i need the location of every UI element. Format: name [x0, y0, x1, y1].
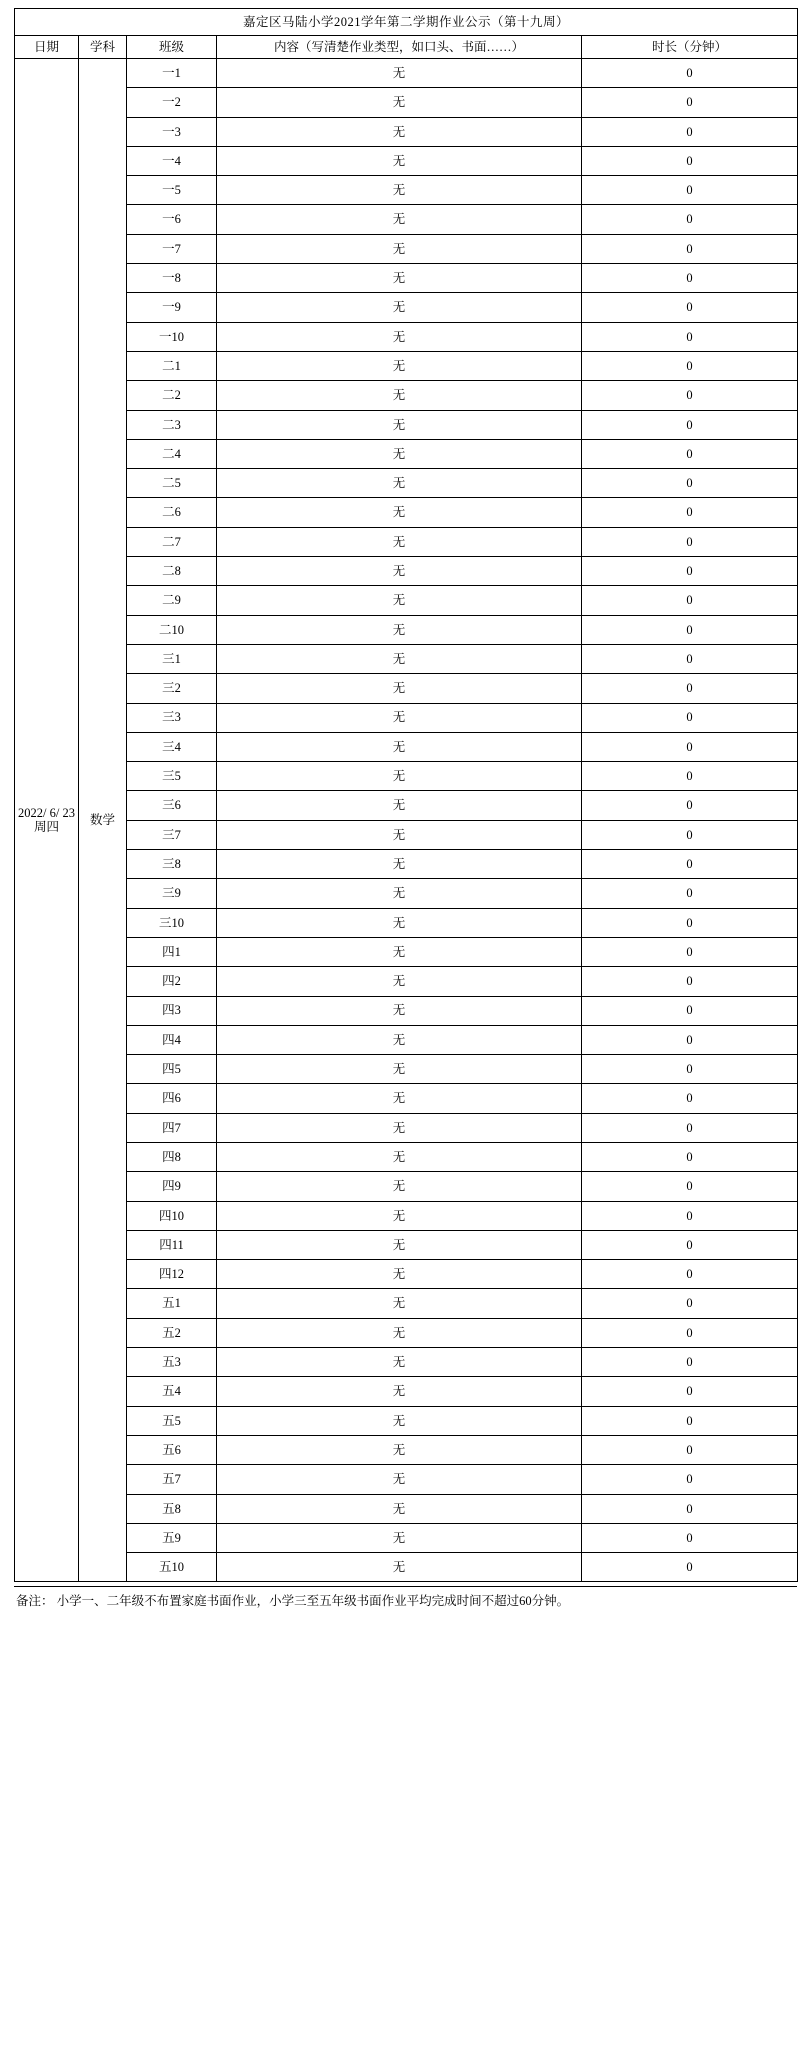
class-cell: 一8 [127, 264, 217, 293]
content-cell: 无 [217, 351, 582, 380]
title-row [15, 9, 798, 36]
table-row [15, 820, 798, 849]
content-cell: 无 [217, 176, 582, 205]
class-cell: 四9 [127, 1172, 217, 1201]
class-cell: 二2 [127, 381, 217, 410]
content-cell: 无 [217, 762, 582, 791]
content-cell: 无 [217, 967, 582, 996]
duration-cell: 0 [582, 498, 798, 527]
duration-cell: 0 [582, 1142, 798, 1171]
class-cell: 四7 [127, 1113, 217, 1142]
table-row [15, 176, 798, 205]
class-cell: 二10 [127, 615, 217, 644]
content-cell: 无 [217, 820, 582, 849]
class-cell: 三3 [127, 703, 217, 732]
class-cell: 四2 [127, 967, 217, 996]
content-cell: 无 [217, 439, 582, 468]
duration-cell: 0 [582, 791, 798, 820]
content-cell: 无 [217, 469, 582, 498]
page-title: 嘉定区马陆小学2021学年第二学期作业公示（第十九周） [15, 9, 798, 36]
class-cell: 三1 [127, 644, 217, 673]
content-cell: 无 [217, 264, 582, 293]
content-cell: 无 [217, 586, 582, 615]
class-cell: 四12 [127, 1260, 217, 1289]
duration-cell: 0 [582, 293, 798, 322]
table-row [15, 1025, 798, 1054]
duration-cell: 0 [582, 381, 798, 410]
content-cell: 无 [217, 146, 582, 175]
content-cell: 无 [217, 908, 582, 937]
class-cell: 五3 [127, 1348, 217, 1377]
duration-cell: 0 [582, 674, 798, 703]
footer-note: 备注： 小学一、二年级不布置家庭书面作业，小学三至五年级书面作业平均完成时间不超过60分钟。 [14, 1586, 797, 1609]
class-cell: 二6 [127, 498, 217, 527]
content-cell: 无 [217, 996, 582, 1025]
duration-cell: 0 [582, 469, 798, 498]
duration-cell: 0 [582, 264, 798, 293]
content-cell: 无 [217, 1113, 582, 1142]
table-row [15, 850, 798, 879]
content-cell: 无 [217, 293, 582, 322]
table-row [15, 322, 798, 351]
table-row [15, 1113, 798, 1142]
duration-cell: 0 [582, 850, 798, 879]
duration-cell: 0 [582, 1348, 798, 1377]
table-row [15, 469, 798, 498]
duration-cell: 0 [582, 1172, 798, 1201]
duration-cell: 0 [582, 644, 798, 673]
class-cell: 一5 [127, 176, 217, 205]
class-cell: 五2 [127, 1318, 217, 1347]
duration-cell: 0 [582, 820, 798, 849]
content-cell: 无 [217, 1289, 582, 1318]
content-cell: 无 [217, 527, 582, 556]
duration-cell: 0 [582, 439, 798, 468]
content-cell: 无 [217, 732, 582, 761]
table-row [15, 1406, 798, 1435]
table-row [15, 1494, 798, 1523]
content-cell: 无 [217, 879, 582, 908]
class-cell: 三9 [127, 879, 217, 908]
table-row [15, 1348, 798, 1377]
content-cell: 无 [217, 674, 582, 703]
class-cell: 二3 [127, 410, 217, 439]
class-cell: 一2 [127, 88, 217, 117]
table-row [15, 410, 798, 439]
table-row [15, 351, 798, 380]
class-cell: 五1 [127, 1289, 217, 1318]
table-row [15, 264, 798, 293]
content-cell: 无 [217, 1084, 582, 1113]
content-cell: 无 [217, 703, 582, 732]
class-cell: 一6 [127, 205, 217, 234]
duration-cell: 0 [582, 527, 798, 556]
duration-cell: 0 [582, 908, 798, 937]
duration-cell: 0 [582, 1289, 798, 1318]
class-cell: 二7 [127, 527, 217, 556]
duration-cell: 0 [582, 1230, 798, 1259]
duration-cell: 0 [582, 1523, 798, 1552]
table-row [15, 1172, 798, 1201]
duration-cell: 0 [582, 322, 798, 351]
class-cell: 五7 [127, 1465, 217, 1494]
duration-cell: 0 [582, 1406, 798, 1435]
duration-cell: 0 [582, 1377, 798, 1406]
column-header-date: 日期 [15, 36, 79, 59]
class-cell: 四11 [127, 1230, 217, 1259]
class-cell: 五9 [127, 1523, 217, 1552]
duration-cell: 0 [582, 1113, 798, 1142]
date-line-1: 2022/ 6/ 23 [18, 805, 75, 820]
table-row [15, 146, 798, 175]
duration-cell: 0 [582, 703, 798, 732]
content-cell: 无 [217, 410, 582, 439]
table-row [15, 791, 798, 820]
table-row [15, 117, 798, 146]
table-row [15, 1201, 798, 1230]
table-row [15, 674, 798, 703]
class-cell: 三4 [127, 732, 217, 761]
content-cell: 无 [217, 88, 582, 117]
content-cell: 无 [217, 1435, 582, 1464]
table-row [15, 1289, 798, 1318]
table-row [15, 1318, 798, 1347]
duration-cell: 0 [582, 615, 798, 644]
class-cell: 一3 [127, 117, 217, 146]
content-cell: 无 [217, 1318, 582, 1347]
content-cell: 无 [217, 1025, 582, 1054]
content-cell: 无 [217, 1406, 582, 1435]
content-cell: 无 [217, 791, 582, 820]
class-cell: 四5 [127, 1055, 217, 1084]
duration-cell: 0 [582, 117, 798, 146]
content-cell: 无 [217, 557, 582, 586]
content-cell: 无 [217, 850, 582, 879]
table-row [15, 996, 798, 1025]
content-cell: 无 [217, 1465, 582, 1494]
table-row [15, 234, 798, 263]
duration-cell: 0 [582, 1260, 798, 1289]
class-cell: 四10 [127, 1201, 217, 1230]
duration-cell: 0 [582, 762, 798, 791]
table-row [15, 967, 798, 996]
duration-cell: 0 [582, 1025, 798, 1054]
content-cell: 无 [217, 1172, 582, 1201]
duration-cell: 0 [582, 879, 798, 908]
table-row [15, 1055, 798, 1084]
class-cell: 二9 [127, 586, 217, 615]
table-row [15, 703, 798, 732]
duration-cell: 0 [582, 59, 798, 88]
class-cell: 二1 [127, 351, 217, 380]
table-row [15, 1142, 798, 1171]
duration-cell: 0 [582, 1318, 798, 1347]
content-cell: 无 [217, 322, 582, 351]
duration-cell: 0 [582, 351, 798, 380]
table-row [15, 88, 798, 117]
content-cell: 无 [217, 381, 582, 410]
table-row [15, 1465, 798, 1494]
duration-cell: 0 [582, 176, 798, 205]
column-header-content: 内容（写清楚作业类型，如口头、书面……） [217, 36, 582, 59]
class-cell: 五6 [127, 1435, 217, 1464]
table-row [15, 381, 798, 410]
table-row [15, 1553, 798, 1582]
table-row [15, 1523, 798, 1552]
table-row [15, 498, 798, 527]
table-row [15, 1377, 798, 1406]
table-row [15, 937, 798, 966]
table-row [15, 557, 798, 586]
duration-cell: 0 [582, 1494, 798, 1523]
content-cell: 无 [217, 1348, 582, 1377]
duration-cell: 0 [582, 557, 798, 586]
class-cell: 一4 [127, 146, 217, 175]
content-cell: 无 [217, 1377, 582, 1406]
class-cell: 四3 [127, 996, 217, 1025]
content-cell: 无 [217, 117, 582, 146]
class-cell: 三2 [127, 674, 217, 703]
homework-table [14, 8, 798, 1582]
class-cell: 一9 [127, 293, 217, 322]
table-row [15, 205, 798, 234]
duration-cell: 0 [582, 1553, 798, 1582]
duration-cell: 0 [582, 1055, 798, 1084]
table-row [15, 293, 798, 322]
duration-cell: 0 [582, 205, 798, 234]
table-row [15, 1230, 798, 1259]
content-cell: 无 [217, 1523, 582, 1552]
table-row [15, 762, 798, 791]
table-row [15, 732, 798, 761]
table-row [15, 879, 798, 908]
content-cell: 无 [217, 1055, 582, 1084]
subject-cell: 数学 [79, 59, 127, 1582]
content-cell: 无 [217, 1142, 582, 1171]
duration-cell: 0 [582, 586, 798, 615]
duration-cell: 0 [582, 1084, 798, 1113]
class-cell: 一10 [127, 322, 217, 351]
column-header-class: 班级 [127, 36, 217, 59]
table-row [15, 908, 798, 937]
class-cell: 五8 [127, 1494, 217, 1523]
content-cell: 无 [217, 1260, 582, 1289]
content-cell: 无 [217, 1230, 582, 1259]
class-cell: 一1 [127, 59, 217, 88]
header-row [15, 36, 798, 59]
table-row [15, 644, 798, 673]
content-cell: 无 [217, 498, 582, 527]
table-row [15, 59, 798, 88]
class-cell: 五10 [127, 1553, 217, 1582]
class-cell: 二5 [127, 469, 217, 498]
class-cell: 四1 [127, 937, 217, 966]
content-cell: 无 [217, 234, 582, 263]
class-cell: 五5 [127, 1406, 217, 1435]
class-cell: 一7 [127, 234, 217, 263]
class-cell: 二4 [127, 439, 217, 468]
content-cell: 无 [217, 1553, 582, 1582]
content-cell: 无 [217, 937, 582, 966]
table-row [15, 586, 798, 615]
table-row [15, 1260, 798, 1289]
class-cell: 三5 [127, 762, 217, 791]
duration-cell: 0 [582, 996, 798, 1025]
column-header-duration: 时长（分钟） [582, 36, 798, 59]
content-cell: 无 [217, 205, 582, 234]
table-body [15, 9, 798, 1582]
duration-cell: 0 [582, 146, 798, 175]
content-cell: 无 [217, 59, 582, 88]
duration-cell: 0 [582, 1201, 798, 1230]
duration-cell: 0 [582, 1465, 798, 1494]
table-row [15, 1084, 798, 1113]
duration-cell: 0 [582, 732, 798, 761]
table-row [15, 527, 798, 556]
class-cell: 三8 [127, 850, 217, 879]
duration-cell: 0 [582, 88, 798, 117]
content-cell: 无 [217, 1201, 582, 1230]
class-cell: 二8 [127, 557, 217, 586]
class-cell: 三6 [127, 791, 217, 820]
class-cell: 三10 [127, 908, 217, 937]
duration-cell: 0 [582, 937, 798, 966]
content-cell: 无 [217, 644, 582, 673]
duration-cell: 0 [582, 234, 798, 263]
table-row [15, 1435, 798, 1464]
duration-cell: 0 [582, 967, 798, 996]
column-header-subject: 学科 [79, 36, 127, 59]
class-cell: 三7 [127, 820, 217, 849]
table-row [15, 615, 798, 644]
duration-cell: 0 [582, 1435, 798, 1464]
duration-cell: 0 [582, 410, 798, 439]
class-cell: 四4 [127, 1025, 217, 1054]
class-cell: 五4 [127, 1377, 217, 1406]
class-cell: 四8 [127, 1142, 217, 1171]
date-cell [15, 59, 79, 1582]
content-cell: 无 [217, 615, 582, 644]
date-line-2: 周四 [33, 820, 59, 835]
class-cell: 四6 [127, 1084, 217, 1113]
content-cell: 无 [217, 1494, 582, 1523]
table-row [15, 439, 798, 468]
